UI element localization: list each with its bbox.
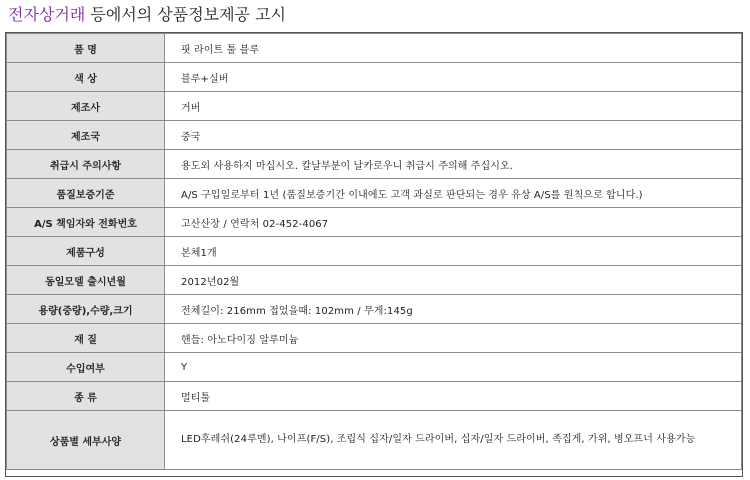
title-highlight: 전자상거래 bbox=[8, 5, 86, 24]
table-row bbox=[7, 34, 742, 63]
title-rest: 등에서의 상품정보제공 고시 bbox=[85, 5, 287, 24]
page-title bbox=[8, 4, 286, 26]
row-label: 종 류 bbox=[7, 382, 165, 411]
table-row bbox=[7, 411, 742, 470]
row-label: 색 상 bbox=[7, 63, 165, 92]
table-row bbox=[7, 353, 742, 382]
row-label: 품질보증기준 bbox=[7, 179, 165, 208]
row-label: 수입여부 bbox=[7, 353, 165, 382]
row-value: 멀티툴 bbox=[165, 382, 742, 411]
row-value: 고산산장 / 연락처 02-452-4067 bbox=[165, 208, 742, 237]
row-value: 용도외 사용하지 마십시오. 칼날부분이 날카로우니 취급시 주의해 주십시오. bbox=[165, 150, 742, 179]
table-row bbox=[7, 208, 742, 237]
table-row bbox=[7, 237, 742, 266]
row-label: 품 명 bbox=[7, 34, 165, 63]
row-value: 블루+실버 bbox=[165, 63, 742, 92]
row-value: 2012년02월 bbox=[165, 266, 742, 295]
row-label: 제조국 bbox=[7, 121, 165, 150]
table-row bbox=[7, 324, 742, 353]
row-label: 동일모델 출시년월 bbox=[7, 266, 165, 295]
row-label: A/S 책임자와 전화번호 bbox=[7, 208, 165, 237]
table-row bbox=[7, 63, 742, 92]
row-label: 제품구성 bbox=[7, 237, 165, 266]
row-value: 전체길이: 216mm 접었을때: 102mm / 무게:145g bbox=[165, 295, 742, 324]
row-value: 중국 bbox=[165, 121, 742, 150]
row-value: A/S 구입일로부터 1년 (품질보증기간 이내에도 고객 과실로 판단되는 경우 유상 A/S를 원칙으로 합니다.) bbox=[165, 179, 742, 208]
row-value: LED후레쉬(24루멘), 나이프(F/S), 조립식 십자/일자 드라이버, 십자/일자 드라이버, 족집게, 가위, 병오프너 사용가능 bbox=[165, 411, 742, 470]
table-row bbox=[7, 266, 742, 295]
table-row bbox=[7, 121, 742, 150]
row-value: 핸들: 아노다이징 알루미늄 bbox=[165, 324, 742, 353]
row-label: 취급시 주의사항 bbox=[7, 150, 165, 179]
row-value: 본체1개 bbox=[165, 237, 742, 266]
table-row bbox=[7, 382, 742, 411]
table-row bbox=[7, 92, 742, 121]
row-value: Y bbox=[165, 353, 742, 382]
row-label: 용량(중량),수량,크기 bbox=[7, 295, 165, 324]
row-label: 재 질 bbox=[7, 324, 165, 353]
row-label: 상품별 세부사양 bbox=[7, 411, 165, 470]
product-info-table bbox=[6, 33, 742, 470]
row-value: 거버 bbox=[165, 92, 742, 121]
table-row bbox=[7, 150, 742, 179]
table-row bbox=[7, 179, 742, 208]
row-label: 제조사 bbox=[7, 92, 165, 121]
row-value: 핏 라이트 툴 블루 bbox=[165, 34, 742, 63]
table-row bbox=[7, 295, 742, 324]
